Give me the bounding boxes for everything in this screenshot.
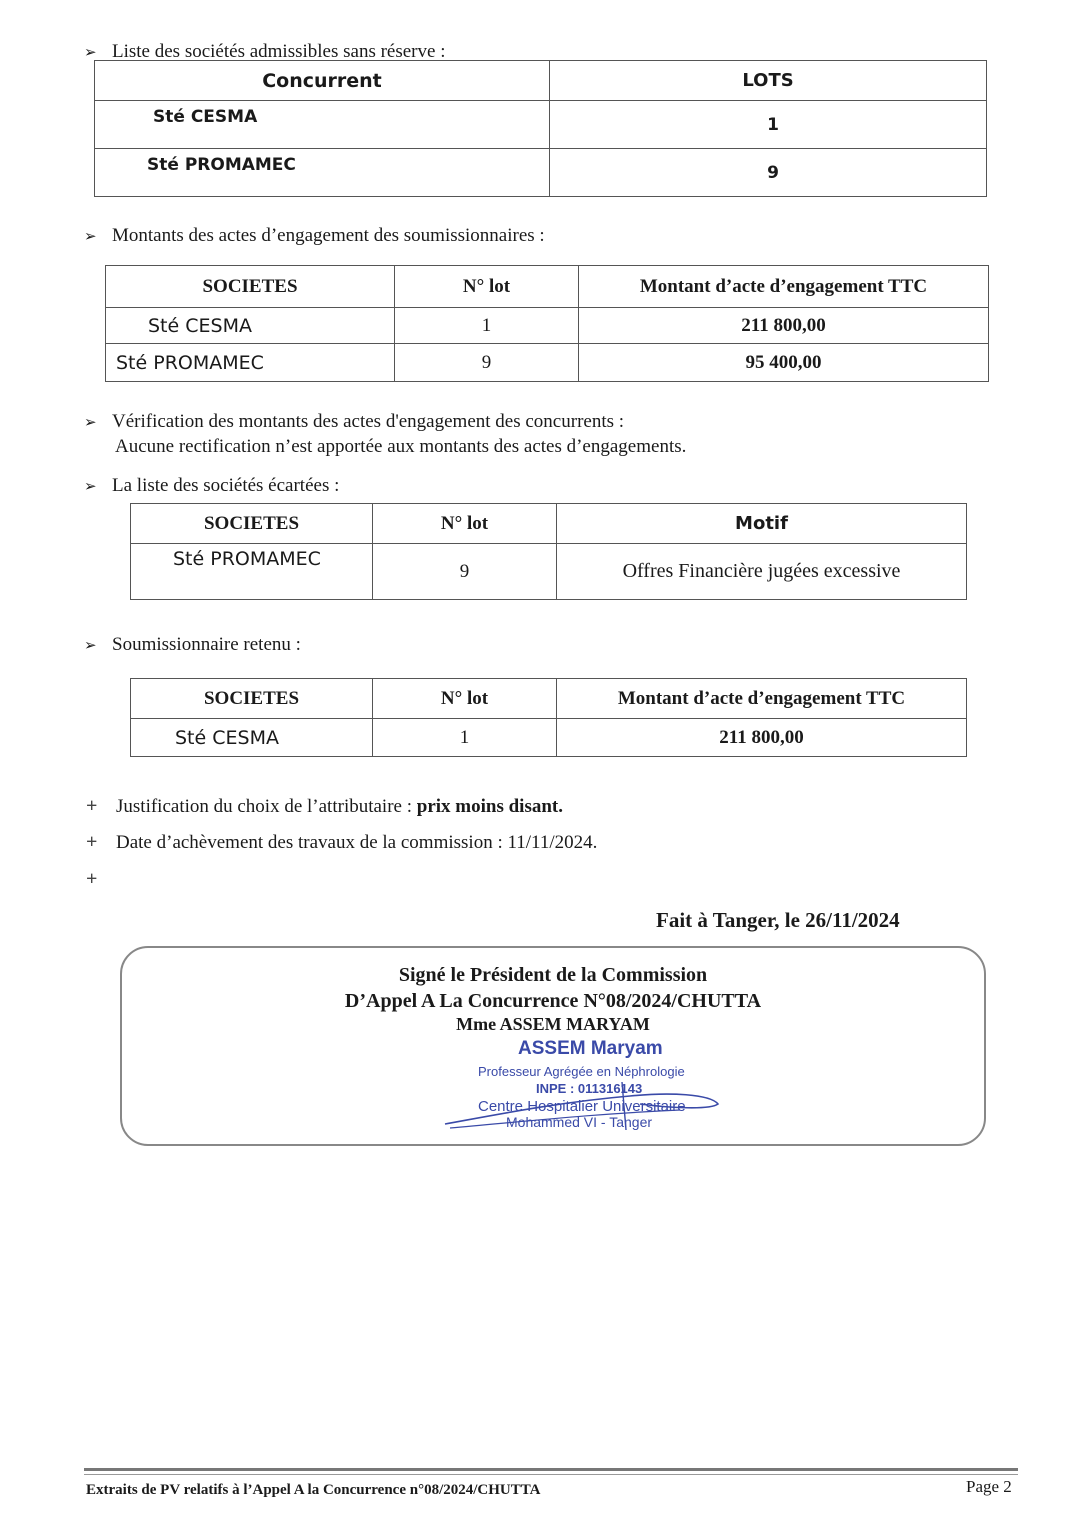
header-concurrent: Concurrent [95,61,550,101]
footer-title: Extraits de PV relatifs à l’Appel A la Concurrence n°08/2024/CHUTTA [86,1482,541,1498]
empty-bullet-line [86,867,116,892]
signature-line-3: Mme ASSEM MARYAM [456,1014,650,1034]
stamp-org-2: Mohammed VI - Tanger [506,1114,653,1130]
section-admissibles-title: ➢ Liste des sociétés admissibles sans réserve : [84,40,445,65]
table-row: Sté PROMAMEC 9 95 400,00 [106,344,989,382]
arrow-bullet-icon: ➢ [84,45,97,61]
signature-scribble-icon [440,1074,730,1134]
arrow-bullet-icon: ➢ [84,229,97,245]
footer-rule [84,1468,1018,1471]
table-row: Sté PROMAMEC 9 Offres Financière jugées excessive [131,544,967,600]
fait-a-date: Fait à Tanger, le 26/11/2024 [656,908,900,932]
section-verification-title: ➢ Vérification des montants des actes d'engagement des concurrents : [84,410,624,435]
table-row: Sté CESMA 1 211 800,00 [106,308,989,344]
cross-bullet-icon: + [86,868,98,890]
table-ecartees: SOCIETES N° lot Motif Sté PROMAMEC 9 Offres Financière jugées excessive [130,503,967,600]
date-achevement-line: + Date d’achèvement des travaux de la commission : 11/11/2024. [86,831,598,853]
stamp-name: ASSEM Maryam [518,1038,663,1059]
section-retenu-title: ➢ Soumissionnaire retenu : [84,633,301,658]
section-ecartees-title: ➢ La liste des sociétés écartées : [84,474,339,499]
header-lots: LOTS [550,61,987,101]
arrow-bullet-icon: ➢ [84,415,97,431]
signature-line-1: Signé le Président de la Commission [398,964,708,986]
table-row: Sté PROMAMEC 9 [95,149,987,197]
section-montants-title: ➢ Montants des actes d’engagement des soumissionnaires : [84,224,545,249]
stamp-org-1: Centre Hospitalier Universitaire [478,1098,686,1115]
verification-text: Aucune rectification n’est apportée aux montants des actes d’engagements. [115,436,687,457]
signature-line-2: D’Appel A La Concurrence N°08/2024/CHUTTA [344,990,762,1012]
table-montants: SOCIETES N° lot Montant d’acte d’engagement TTC Sté CESMA 1 211 800,00 Sté PROMAMEC 9 95 400,00 [105,265,989,382]
arrow-bullet-icon: ➢ [84,638,97,654]
footer-rule-thin [84,1474,1018,1475]
cross-bullet-icon: + [86,831,98,853]
arrow-bullet-icon: ➢ [84,479,97,495]
table-row: Sté CESMA 1 [95,101,987,149]
table-retenu: SOCIETES N° lot Montant d’acte d’engagement TTC Sté CESMA 1 211 800,00 [130,678,967,757]
table-row: Sté CESMA 1 211 800,00 [131,719,967,757]
cross-bullet-icon: + [86,795,98,817]
stamp-title: Professeur Agrégée en Néphrologie [478,1064,685,1079]
table-admissibles [94,60,987,197]
stamp-inpe: INPE : 011316143 [536,1081,643,1096]
justification-line: + Justification du choix de l’attributaire : prix moins disant. [86,795,563,817]
signature-box [120,946,986,1146]
page-number: Page 2 [966,1477,1012,1496]
